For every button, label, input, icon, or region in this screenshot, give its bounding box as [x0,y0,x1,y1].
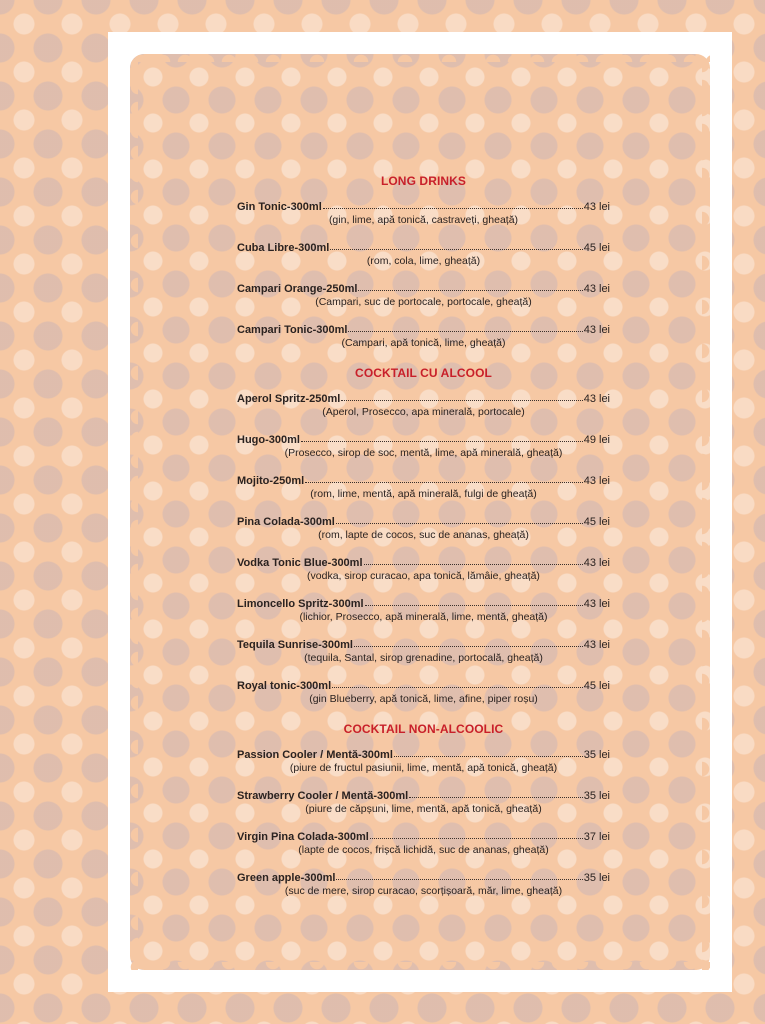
item-price: 35 lei [583,790,610,802]
item-price: 49 lei [583,434,610,446]
item-price: 43 lei [583,324,610,336]
leader-dots [364,554,583,565]
drinks-menu [237,174,610,914]
item-price: 35 lei [583,749,610,761]
item-description: (rom, lime, mentă, apă minerală, fulgi de gheață) [310,488,537,500]
leader-dots [341,390,582,401]
leader-dots [336,869,582,880]
item-price: 43 lei [583,639,610,651]
leader-dots [323,198,583,209]
menu-item [237,678,610,706]
menu-item [237,322,610,350]
frame-border-right [702,54,718,970]
menu-section-cocktail-non-alcoolic [237,722,610,898]
item-name: Royal tonic-300ml [237,680,332,692]
item-price: 35 lei [583,872,610,884]
item-description: (gin, lime, apă tonică, castraveți, gheață) [328,214,519,226]
item-name: Cuba Libre-300ml [237,242,330,254]
leader-dots [336,513,583,524]
leader-dots [301,431,583,442]
item-description: (gin Blueberry, apă tonică, lime, afine, piper roșu) [309,693,538,705]
item-description: (suc de mere, sirop curacao, scorțișoară, măr, lime, gheață) [284,885,563,897]
item-name: Strawberry Cooler / Mentă-300ml [237,790,409,802]
section-title: COCKTAIL CU ALCOOL [355,366,492,380]
item-price: 45 lei [583,680,610,692]
item-description: (tequila, Santal, sirop grenadine, portocală, gheață) [304,652,543,664]
leader-dots [370,828,583,839]
menu-item [237,473,610,501]
item-name: Campari Tonic-300ml [237,324,348,336]
menu-item [237,240,610,268]
frame-border-bottom [130,962,710,978]
item-name: Campari Orange-250ml [237,283,358,295]
menu-item [237,281,610,309]
item-name: Virgin Pina Colada-300ml [237,831,369,843]
item-description: (rom, cola, lime, gheață) [366,255,481,267]
leader-dots [394,746,583,757]
item-price: 43 lei [583,283,610,295]
section-title: COCKTAIL NON-ALCOOLIC [343,722,504,736]
item-name: Tequila Sunrise-300ml [237,639,353,651]
menu-item [237,788,610,816]
menu-item [237,637,610,665]
leader-dots [305,472,582,483]
leader-dots [330,239,582,250]
item-price: 43 lei [583,557,610,569]
item-name: Limoncello Spritz-300ml [237,598,364,610]
frame-border-left [122,54,138,970]
leader-dots [409,787,583,798]
item-price: 43 lei [583,598,610,610]
item-description: (vodka, sirop curacao, apa tonică, lămâie, gheață) [307,570,540,582]
item-description: (Campari, apă tonică, lime, gheață) [341,337,506,349]
leader-dots [354,636,583,647]
item-name: Gin Tonic-300ml [237,201,322,213]
item-description: (lichior, Prosecco, apă minerală, lime, mentă, gheață) [299,611,548,623]
menu-section-long-drinks [237,174,610,350]
leader-dots [332,677,583,688]
item-description: (piure de căpșuni, lime, mentă, apă tonică, gheață) [305,803,542,815]
item-name: Vodka Tonic Blue-300ml [237,557,363,569]
menu-item [237,514,610,542]
item-description: (piure de fructul pasiunii, lime, mentă, apă tonică, gheață) [289,762,558,774]
leader-dots [358,280,582,291]
menu-item [237,555,610,583]
menu-item [237,596,610,624]
item-name: Hugo-300ml [237,434,300,446]
frame-border-top [130,46,710,62]
leader-dots [348,321,582,332]
menu-item [237,747,610,775]
item-name: Green apple-300ml [237,872,336,884]
item-description: (lapte de cocos, frișcă lichidă, suc de ananas, gheață) [298,844,549,856]
item-price: 45 lei [583,242,610,254]
item-name: Passion Cooler / Mentă-300ml [237,749,393,761]
item-description: (rom, lapte de cocos, suc de ananas, gheață) [318,529,529,541]
item-price: 37 lei [583,831,610,843]
item-description: (Prosecco, sirop de soc, mentă, lime, apă minerală, gheață) [284,447,563,459]
menu-item [237,432,610,460]
menu-item [237,870,610,898]
item-name: Pina Colada-300ml [237,516,335,528]
leader-dots [365,595,583,606]
menu-item [237,829,610,857]
item-name: Mojito-250ml [237,475,305,487]
item-name: Aperol Spritz-250ml [237,393,341,405]
item-description: (Campari, suc de portocale, portocale, gheață) [315,296,532,308]
item-price: 43 lei [583,393,610,405]
section-title: LONG DRINKS [380,174,467,188]
item-price: 43 lei [583,475,610,487]
menu-item [237,199,610,227]
menu-section-cocktail-cu-alcool [237,366,610,706]
item-price: 45 lei [583,516,610,528]
item-price: 43 lei [583,201,610,213]
menu-item [237,391,610,419]
item-description: (Aperol, Prosecco, apa minerală, portocale) [322,406,525,418]
